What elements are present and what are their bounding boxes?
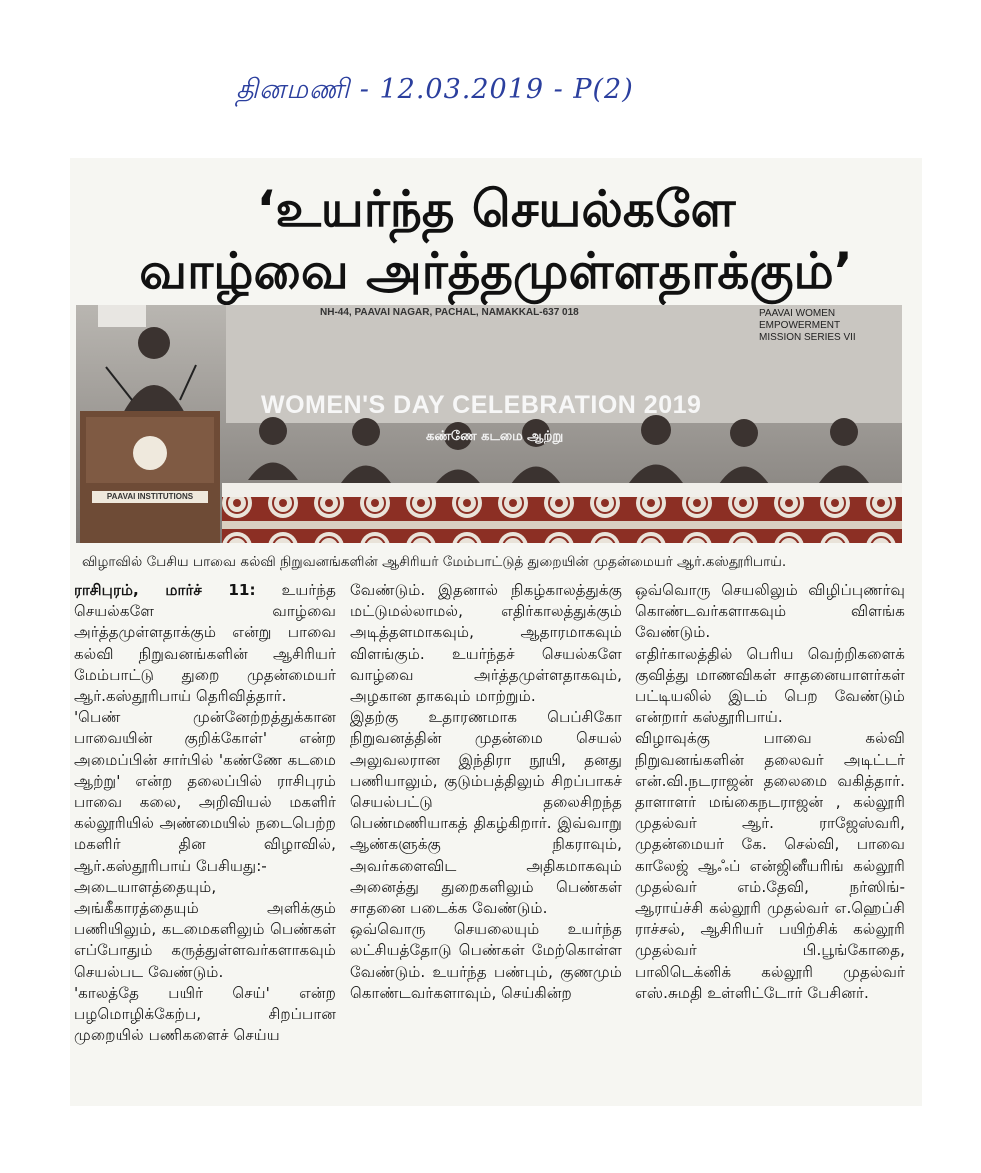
banner-mission-series: PAAVAI WOMEN EMPOWERMENT MISSION SERIES VII [759, 308, 856, 343]
article-column-1 [74, 580, 336, 1046]
podium-label: PAAVAI INSTITUTIONS [106, 492, 194, 501]
banner-title: WOMEN'S DAY CELEBRATION 2019 [261, 391, 702, 419]
article-column-2 [350, 580, 622, 1004]
dateline: ராசிபுரம், மார்ச் 11: [74, 581, 256, 599]
banner-address: NH-44, PAAVAI NAGAR, PACHAL, NAMAKKAL-637 018 [320, 307, 579, 318]
banner-tamil-slogan: கண்ணே கடமை ஆற்று [426, 429, 564, 444]
paavai-logo [98, 305, 146, 327]
column-1-text: உயர்ந்த செயல்களே வாழ்வை அர்த்தமுள்ளதாக்கும் என்று பாவை கல்வி நிறுவனங்களின் ஆசிரியர் மேம்பாட்டு துறை முதன்மையர் ஆர்.கஸ்தூரிபாய் தெரிவித்தார். 'பெண் முன்னேற்றத்துக்கான பாவையின் குறிக்கோள்' என்ற அமைப்பின் சார்பில் 'கண்ணே கடமை ஆற்று' என்ற தலைப்பில் ராசிபுரம் பாவை கலை, அறிவியல் மகளிர் கல்லூரியில் அண்மையில் நடைபெற்ற மகளிர் தின விழாவில், ஆர்.கஸ்தூரிபாய் பேசியது:- அடையாளத்தையும், அங்கீகாரத்தையும் அளிக்கும் பணியிலும், கடமைகளிலும் பெண்கள் எப்போதும் கருத்துள்ளவர்களாகவும் செயல்பட வேண்டும். 'காலத்தே பயிர் செய்' என்ற பழமொழிக்கேற்ப, சிறப்பான முறையில் பணிகளைச் செய்ய [74, 581, 336, 1045]
headline-line-2: வாழ்வை அர்த்தமுள்ளதாக்கும்’ [139, 242, 853, 300]
photo-caption: விழாவில் பேசிய பாவை கல்வி நிறுவனங்களின் ஆசிரியர் மேம்பாட்டுத் துறையின் முதன்மையர் ஆர்.கஸ்தூரிபாய். [82, 554, 787, 570]
event-photo [76, 305, 902, 543]
column-2-text: வேண்டும். இதனால் நிகழ்காலத்துக்கு மட்டுமல்லாமல், எதிர்காலத்துக்கும் அடித்தளமாகவும், ஆதாரமாகவும் விளங்கும். உயர்ந்தச் செயல்களே வாழ்வை அர்த்தமுள்ளதாகவும், அழகான தாகவும் மாற்றும். இதற்கு உதாரணமாக பெப்சிகோ நிறுவனத்தின் முதன்மை செயல் அலுவலரான இந்திரா நூயி, தனது பணியாலும், குடும்பத்திலும் சிறப்பாகச் செயல்பட்டு தலைசிறந்த பெண்மணியாகத் திகழ்கிறார். இவ்வாறு ஆண்களுக்கு நிகராவும், அவர்களைவிட அதிகமாகவும் அனைத்து துறைகளிலும் பெண்கள் சாதனை படைக்க வேண்டும். ஒவ்வொரு செயலையும் உயர்ந்த லட்சியத்தோடு பெண்கள் மேற்கொள்ள வேண்டும். உயர்ந்த பண்பும், குணமும் கொண்டவர்களாவும், செய்கின்ற [350, 581, 622, 1002]
handwritten-source-note: தினமணி - 12.03.2019 - P(2) [236, 74, 634, 105]
newspaper-clipping [70, 158, 922, 1106]
column-3-text: ஒவ்வொரு செயலிலும் விழிப்புணர்வு கொண்டவர்களாகவும் விளங்க வேண்டும். எதிர்காலத்தில் பெரிய வெற்றிகளைக் குவித்து மாணவிகள் சாதனையாளர்கள் பட்டியலில் இடம் பெற வேண்டும் என்றார் கஸ்தூரிபாய். விழாவுக்கு பாவை கல்வி நிறுவனங்களின் தலைவர் அடிட்டர் என்.வி.நடராஜன் தலைமை வகித்தார். தாளாளர் மங்கைநடராஜன் , கல்லூரி முதல்வர் ஆர். ராஜேஸ்வரி, முதன்மையர் கே. செல்வி, பாவை காலேஜ் ஆஃப் என்ஜினீயரிங் கல்லூரி முதல்வர் எம்.தேவி, நர்ஸிங்- ஆராய்ச்சி கல்லூரி முதல்வர் எ.ஹெப்சி ராச்சல், ஆசிரியர் பயிற்சிக் கல்லூரி முதல்வர் பி.பூங்கோதை, பாலிடெக்னிக் கல்லூரி முதல்வர் எஸ்.சுமதி உள்ளிட்டோர் பேசினர். [635, 581, 905, 1002]
headline-line-1: ‘உயர்ந்த செயல்களே [256, 180, 736, 238]
article-column-3 [635, 580, 905, 1004]
